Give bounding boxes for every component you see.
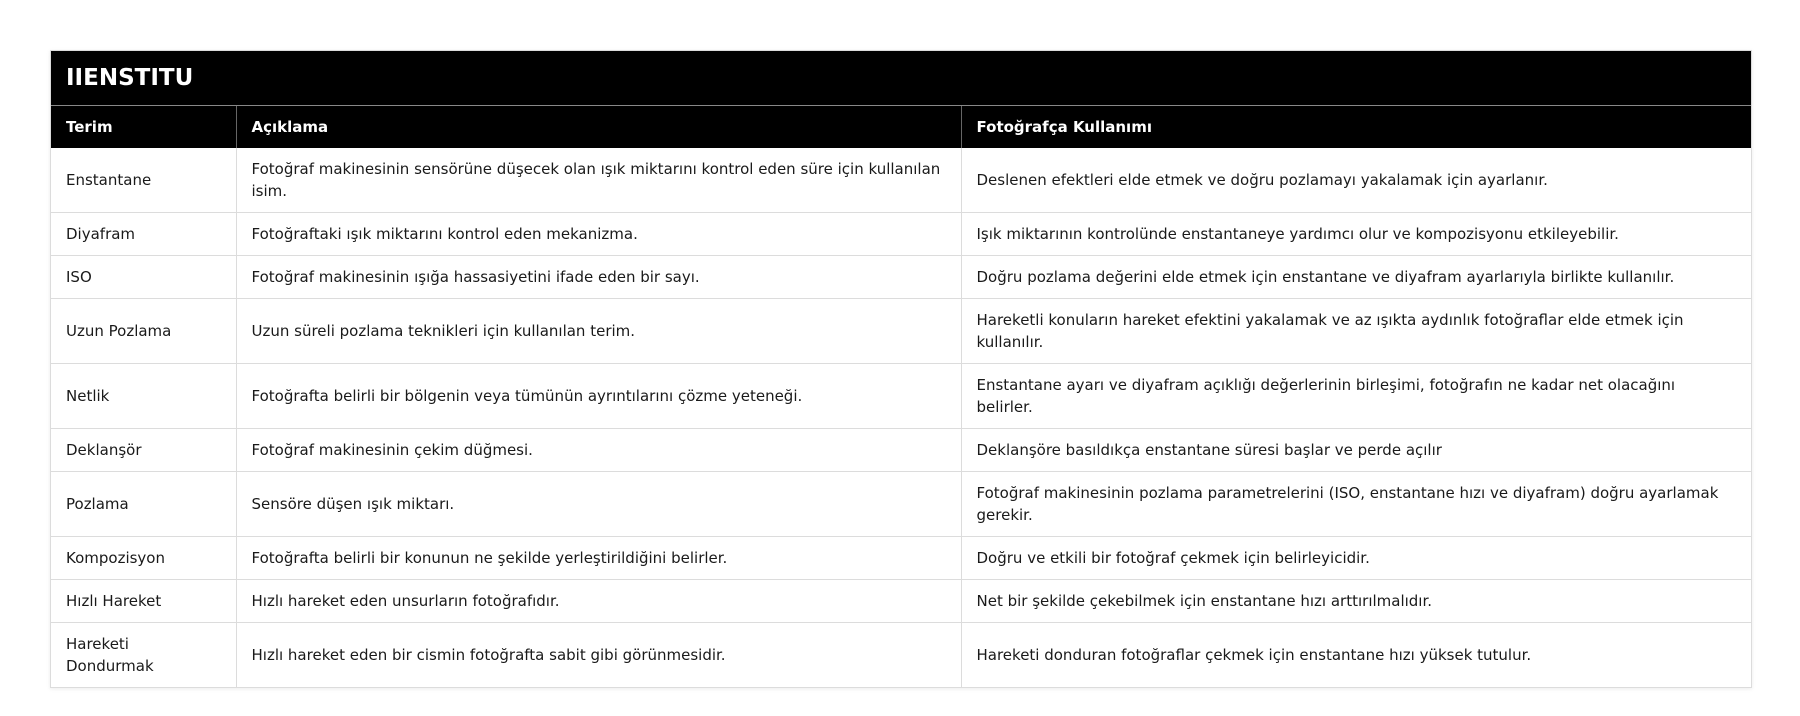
column-header-usage: Fotoğrafça Kullanımı	[961, 106, 1751, 148]
usage-cell: Deslenen efektleri elde etmek ve doğru pozlamayı yakalamak için ayarlanır.	[961, 148, 1751, 213]
usage-cell: Net bir şekilde çekebilmek için enstantane hızı arttırılmalıdır.	[961, 580, 1751, 623]
table-body	[51, 148, 1751, 687]
term-cell: Diyafram	[51, 213, 236, 256]
description-cell: Hızlı hareket eden bir cismin fotoğrafta sabit gibi görünmesidir.	[236, 623, 961, 688]
table-row	[51, 429, 1751, 472]
glossary-table	[51, 106, 1751, 687]
table-row	[51, 148, 1751, 213]
description-cell: Hızlı hareket eden unsurların fotoğrafıdır.	[236, 580, 961, 623]
table-row	[51, 537, 1751, 580]
usage-cell: Fotoğraf makinesinin pozlama parametrelerini (ISO, enstantane hızı ve diyafram) doğru ayarlamak gerekir.	[961, 472, 1751, 537]
glossary-card	[50, 50, 1752, 688]
description-cell: Fotoğraf makinesinin çekim düğmesi.	[236, 429, 961, 472]
term-cell: Pozlama	[51, 472, 236, 537]
column-header-description: Açıklama	[236, 106, 961, 148]
table-row	[51, 623, 1751, 688]
usage-cell: Enstantane ayarı ve diyafram açıklığı değerlerinin birleşimi, fotoğrafın ne kadar net olacağını belirler.	[961, 364, 1751, 429]
term-cell: ISO	[51, 256, 236, 299]
usage-cell: Hareketi donduran fotoğraflar çekmek için enstantane hızı yüksek tutulur.	[976, 646, 1532, 664]
term-cell: Uzun Pozlama	[51, 299, 236, 364]
table-row	[51, 299, 1751, 364]
term-cell: Hızlı Hareket	[51, 580, 236, 623]
table-header	[51, 106, 1751, 148]
description-cell: Fotoğrafta belirli bir bölgenin veya tümünün ayrıntılarını çözme yeteneği.	[236, 364, 961, 429]
usage-cell: Işık miktarının kontrolünde enstantaneye yardımcı olur ve kompozisyonu etkileyebilir.	[961, 213, 1751, 256]
description-cell: Fotoğraftaki ışık miktarını kontrol eden mekanizma.	[236, 213, 961, 256]
term-cell: Kompozisyon	[51, 537, 236, 580]
description-cell: Sensöre düşen ışık miktarı.	[236, 472, 961, 537]
table-row	[51, 472, 1751, 537]
description-cell: Fotoğraf makinesinin sensörüne düşecek olan ışık miktarını kontrol eden süre için kullanılan isim.	[236, 148, 961, 213]
brand-title: IIENSTITU	[51, 51, 1751, 106]
table-row	[51, 213, 1751, 256]
description-cell: Fotoğraf makinesinin ışığa hassasiyetini ifade eden bir sayı.	[236, 256, 961, 299]
table-row	[51, 256, 1751, 299]
usage-cell: Hareketli konuların hareket efektini yakalamak ve az ışıkta aydınlık fotoğraflar elde etmek için kullanılır.	[961, 299, 1751, 364]
usage-cell: Deklanşöre basıldıkça enstantane süresi başlar ve perde açılır	[961, 429, 1751, 472]
table-row	[51, 580, 1751, 623]
description-cell: Fotoğrafta belirli bir konunun ne şekilde yerleştirildiğini belirler.	[236, 537, 961, 580]
usage-cell: Doğru ve etkili bir fotoğraf çekmek için belirleyicidir.	[961, 537, 1751, 580]
description-cell: Uzun süreli pozlama teknikleri için kullanılan terim.	[236, 299, 961, 364]
column-header-term: Terim	[51, 106, 236, 148]
term-cell: Hareketi Dondurmak	[51, 623, 236, 688]
term-cell: Enstantane	[51, 148, 236, 213]
usage-cell: Doğru pozlama değerini elde etmek için enstantane ve diyafram ayarlarıyla birlikte kullanılır.	[961, 256, 1751, 299]
term-cell: Deklanşör	[51, 429, 236, 472]
table-row	[51, 364, 1751, 429]
header-row	[51, 106, 1751, 148]
term-cell: Netlik	[51, 364, 236, 429]
